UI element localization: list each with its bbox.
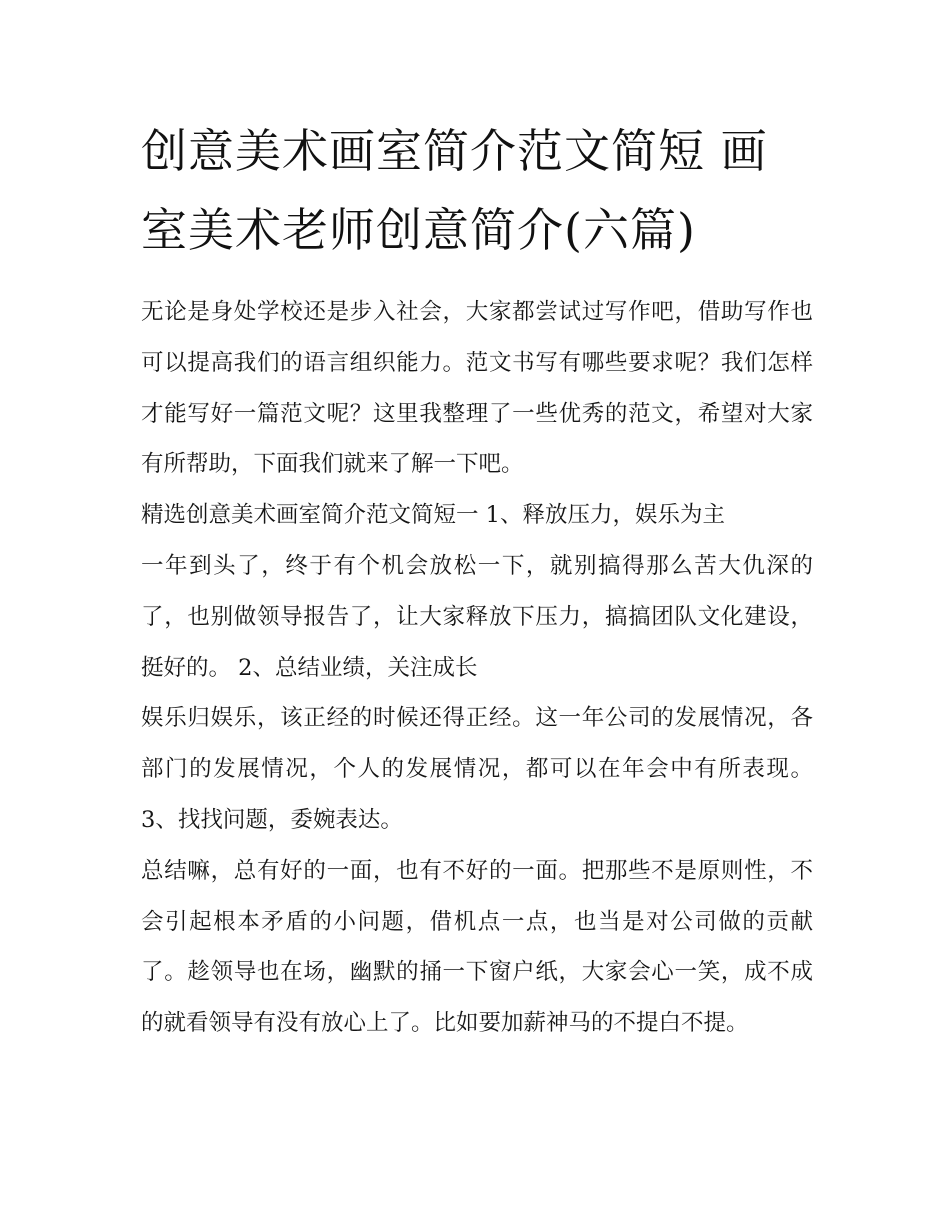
document-title: 创意美术画室简介范文简短 画室美术老师创意简介(六篇) (141, 124, 768, 257)
paragraph-relax: 一年到头了，终于有个机会放松一下，就别搞得那么苦大仇深的了，也别做领导报告了，让大家释放下压力，搞搞团队文化建设，挺好的。 2、总结业绩，关注成长 (141, 552, 813, 681)
paragraph-intro: 无论是身处学校还是步入社会，大家都尝试过写作吧，借助写作也可以提高我们的语言组织能力。范文书写有哪些要求呢？我们怎样才能写好一篇范文呢？这里我整理了一些优秀的范文，希望对大家有所帮助，下面我们就来了解一下吧。 (141, 299, 813, 478)
paragraph-performance: 娱乐归娱乐，该正经的时候还得正经。这一年公司的发展情况，各部门的发展情况，个人的发展情况，都可以在年会中有所表现。 3、找找问题，委婉表达。 (141, 705, 813, 833)
paragraph-section-one-heading: 精选创意美术画室简介范文简短一 1、释放压力，娱乐为主 (141, 502, 725, 529)
document-body (141, 287, 813, 1049)
document-page (141, 112, 813, 1049)
paragraph-summary: 总结嘛，总有好的一面，也有不好的一面。把那些不是原则性，不会引起根本矛盾的小问题，借机点一点，也当是对公司做的贡献了。趁领导也在场，幽默的捅一下窗户纸，大家会心一笑，成不成的就看领导有没有放心上了。比如要加薪神马的不提白不提。 (141, 857, 813, 1037)
